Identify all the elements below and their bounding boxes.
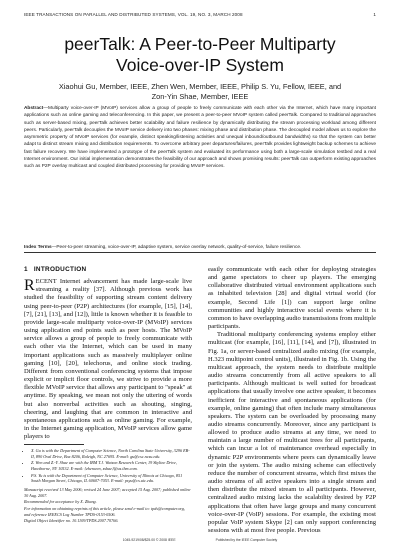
paper-title (24, 34, 376, 76)
affiliation-list (24, 448, 192, 484)
header-divider (24, 252, 376, 253)
publisher-notice: Published by the IEEE Computer Society (215, 538, 278, 542)
manuscript-info (24, 487, 192, 524)
affiliation-item: • P.S. Yu is with the Department of Computer Science, University of Illinois at Chicago, 851 South Morgan Street, Chicago, IL 60607-7053. E-mail: psyu@cs.uic.edu. (31, 473, 192, 484)
index-terms (24, 244, 376, 251)
footnotes (24, 444, 192, 525)
affiliation-item: • X. Gu is with the Department of Computer Science, North Carolina State University, 3296 EB-II, 890 Oval Drive, Box 8206, Raleigh, NC 27695. E-mail: gu@csc.ncsu.edu. (31, 448, 192, 459)
intro-text: ECENT Internet advancement has made large-scale live streaming a reality [37]. Although previous work has studied the feasibility of supporting stream content delivery using peer-to-peer (P2P) architectures (for example, [15], [14], [7], [21], [13], and [12]), little is known whether it is feasible to provide large-scale multiparty voice-over-IP (MVoIP) services using application end points such as peer hosts. The MVoIP service allows a group of people to freely communicate with each other via the Internet, which can be used in many important applications such as massively multiplayer online gaming [10], [20], telechorus, and online stock trading. Different from conventional conferencing systems that impose explicit or implicit floor controls, we strive to provide a more flexible MVoIP service that allows any participant to "speak" at anytime. By speaking, we mean not only the uttering of words but also nonverbal activities such as shouting, singing, cheering, and laughing that are common in interactive and spontaneous applications such as online gaming. For example, in the Internet gaming application, MVoIP services allow game players to (24, 278, 192, 441)
section-number: 1 (24, 266, 28, 273)
recommended-by: Recommended for acceptance by X. Zhang. (24, 499, 97, 505)
doi: Digital Object Identifier no. 10.1109/TPDS.2007.70766. (24, 518, 119, 524)
intro-paragraph (24, 278, 192, 441)
section-heading (24, 266, 192, 274)
right-column (208, 266, 376, 535)
author-list (40, 82, 360, 102)
left-column (24, 266, 192, 441)
right-paragraph-2: Traditional multiparty conferencing systems employ either multicast (for example, [16], [11], [14], and [7]), illustrated in Fig. 1a, or server-based centralized audio mixing (for example, H.323 multipoint control units), illustrated in Fig. 1b. Using the multicast approach, the system needs to distribute multiple audio streams concurrently from all active speakers to all participants. Although multicast is well suited for broadcast applications that usually involve one active speaker, it becomes inefficient for interactive and spontaneous applications (for example, online gaming) that often include many simultaneous speakers. The system can be overloaded by processing many audio streams concurrently. Moreover, since any participant is allowed to produce audio streams at any time, we need to maintain a large number of multicast trees for all participants, which can incur a lot of maintenance overhead especially in dynamic P2P environments where peers can dynamically leave or join the system. The audio mixing scheme can effectively reduce the number of concurrent streams, which first mixes the audio streams of all active speakers into a single stream and then distribute the mixed stream to all participants. However, centralized audio mixing lacks the scalability desired by P2P applications that often have large groups and many concurrent voice-over-IP (VoIP) sessions. For example, the existing most popular VoIP system Skype [2] can only support conferencing sessions with at most five people. Previous (208, 331, 376, 534)
footnote-divider (24, 444, 84, 445)
reprints-info: For information on obtaining reprints of this article, please send e-mail to: tpds@computer.org, and reference IEEECS Log Number TPDS-0153-0506. (24, 506, 185, 517)
index-terms-label: Index Terms (24, 245, 52, 250)
abstract-text: —Multiparty voice-over-IP (MVoIP) services allow a group of people to freely communicate with each other via the Internet, which have many important applications such as online gaming and teleconferencing. In this paper, we present a peer-to-peer MVoIP system called peerTalk. Compared to traditional approaches such as server-based mixing, peerTalk achieves better scalability and failure resilience by dynamically distributing the stream processing workload among different peers. Particularly, peerTalk decouples the MVoIP service delivery into two phases: mixing phase and distribution phase. The decoupled model allows us to explore the asymmetric property of MVoIP services (for example, distinct speaking/listening activities and unequal inbound/outbound bandwidths) so that the system can better adapt to distinct stream mixing and distribution requirements. To overcome arbitrary peer departures/failures, peerTalk provides lightweight backup schemes to achieve fast failure recovery. We have implemented a prototype of the peerTalk system and evaluated its performance using both a large-scale simulation testbed and a real Internet environment. Our initial implementation demonstrates the feasibility of our approach and shows promising results: peerTalk can outperform existing approaches such as P2P overlay multicast and coupled distributed processing for providing MVoIP services. (24, 106, 376, 170)
authors-line-1: Xiaohui Gu, Member, IEEE, Zhen Wen, Member, IEEE, Philip S. Yu, Fellow, IEEE, and (58, 82, 342, 91)
copyright-notice: 1045-9219/08/$25.00 © 2008 IEEE (122, 538, 176, 542)
index-terms-text: —Peer-to-peer streaming, voice-over-IP, adaptive system, service overlay network, quality-of-service, failure resilience. (51, 245, 302, 250)
abstract-label: Abstract (24, 106, 44, 111)
received-dates: Manuscript received 13 May 2006; revised 24 June 2007; accepted 15 Aug. 2007; published online 30 Aug. 2007. (24, 486, 191, 498)
copyright-bar (24, 538, 376, 542)
title-line-1: peerTalk: A Peer-to-Peer Multiparty (64, 34, 336, 54)
journal-header: IEEE TRANSACTIONS ON PARALLEL AND DISTRIBUTED SYSTEMS, VOL. 19, NO. 3, MARCH 2008 (24, 12, 243, 17)
section-title: INTRODUCTION (33, 266, 87, 273)
page-number: 1 (373, 12, 376, 17)
right-paragraph-1: easily communicate with each other for deploying strategies and game spectators to cheer up players. The emerging collaborative distributed virtual environment applications such as inhabited television [28] and digital virtual world (for example, Second Life [1]) can support large online communities and highly interactive social events where it is common to have overlapping audio transmissions from multiple participants. (208, 266, 376, 331)
authors-line-2: Zon-Yin Shae, Member, IEEE (151, 92, 249, 101)
drop-cap: R (24, 277, 35, 295)
title-line-2: Voice-over-IP System (116, 55, 284, 75)
abstract (24, 105, 376, 171)
running-head (24, 12, 376, 17)
affiliation-item: • Z. Wen and Z.-Y. Shae are with the IBM T.J. Watson Research Center, 19 Skyline Drive, Hawthorne, NY 10532. E-mail: {zhenwen, zshae}@us.ibm.com. (31, 460, 192, 471)
